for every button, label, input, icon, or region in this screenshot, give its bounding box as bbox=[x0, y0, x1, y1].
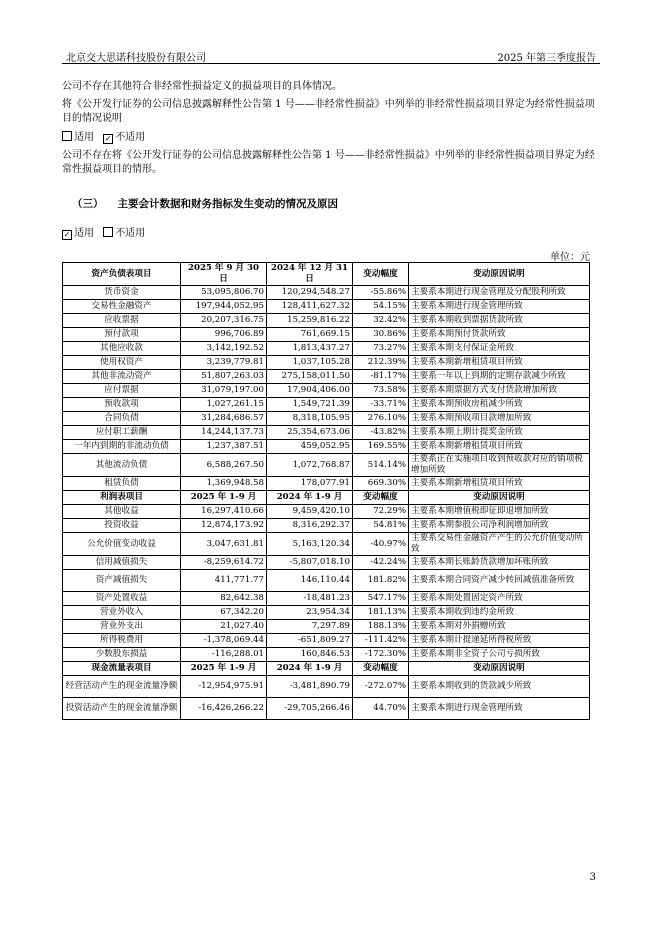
item-name-cell: 货币资金 bbox=[63, 286, 181, 300]
reason-cell: 主要系本期进行现金管理及分配股利所致 bbox=[409, 286, 590, 300]
header-cell: 利润表项目 bbox=[63, 491, 181, 505]
reason-cell: 主要系本期收到违约金所致 bbox=[409, 606, 590, 620]
reason-cell: 主要系本期预收房租减少所致 bbox=[409, 398, 590, 412]
prior-value-cell: 1,037,105.28 bbox=[267, 356, 353, 370]
prior-value-cell: 25,354,673.06 bbox=[267, 426, 353, 440]
reason-cell: 主要系本期新增租赁项目所致 bbox=[409, 477, 590, 491]
intro-paragraph-1: 公司不存在其他符合非经常性损益定义的损益项目的具体情况。 bbox=[62, 81, 342, 92]
financial-changes-table bbox=[62, 262, 590, 720]
change-rate-cell: 547.17% bbox=[353, 592, 409, 606]
header-cell: 2025 年 9 月 30 日 bbox=[181, 263, 267, 286]
table-section-header bbox=[63, 662, 590, 676]
prior-value-cell: 128,411,627.32 bbox=[267, 300, 353, 314]
page-number: 3 bbox=[589, 872, 596, 883]
change-rate-cell: 73.27% bbox=[353, 342, 409, 356]
prior-value-cell: 5,163,120.34 bbox=[267, 533, 353, 556]
current-value-cell: 21,027.40 bbox=[181, 620, 267, 634]
item-name-cell: 营业外支出 bbox=[63, 620, 181, 634]
item-name-cell: 其他流动负债 bbox=[63, 454, 181, 477]
prior-value-cell: 120,294,548.27 bbox=[267, 286, 353, 300]
table-row bbox=[63, 342, 590, 356]
prior-value-cell: -29,705,266.46 bbox=[267, 698, 353, 720]
table-row bbox=[63, 398, 590, 412]
reason-cell: 主要系本期上期计提奖金所致 bbox=[409, 426, 590, 440]
item-name-cell: 少数股东损益 bbox=[63, 648, 181, 662]
item-name-cell: 公允价值变动收益 bbox=[63, 533, 181, 556]
prior-value-cell: 8,318,105.95 bbox=[267, 412, 353, 426]
explanation-paragraph: 公司不存在将《公开发行证券的公司信息披露解释性公告第 1 号——非经常性损益》中列举的非经常性损益项目界定为经常性损益项目的情形。 bbox=[62, 150, 595, 175]
reason-cell: 主要系本期收到的货款减少所致 bbox=[409, 676, 590, 698]
reason-cell: 主要系正在实施项目收到预收款对应的销项税增加所致 bbox=[409, 454, 590, 477]
item-name-cell: 一年内到期的非流动负债 bbox=[63, 440, 181, 454]
intro-paragraph-2: 将《公开发行证券的公司信息披露解释性公告第 1 号——非经常性损益》中列举的非经常性损益项目界定为经常性损益项目的情况说明 bbox=[62, 99, 595, 124]
header-company: 北京交大思诺科技股份有限公司 bbox=[66, 53, 206, 64]
header-cell: 变动原因说明 bbox=[409, 662, 590, 676]
table-row bbox=[63, 314, 590, 328]
item-name-cell: 使用权资产 bbox=[63, 356, 181, 370]
reason-cell: 主要系本期计提递延所得税所致 bbox=[409, 634, 590, 648]
current-value-cell: -12,954,975.91 bbox=[181, 676, 267, 698]
header-cell: 资产负债表项目 bbox=[63, 263, 181, 286]
change-rate-cell: 54.15% bbox=[353, 300, 409, 314]
prior-value-cell: -18,481.23 bbox=[267, 592, 353, 606]
table-row bbox=[63, 592, 590, 606]
change-rate-cell: 212.39% bbox=[353, 356, 409, 370]
change-rate-cell: 514.14% bbox=[353, 454, 409, 477]
current-value-cell: 16,297,410.66 bbox=[181, 505, 267, 519]
reason-cell: 主要系本期进行现金管理所致 bbox=[409, 300, 590, 314]
item-name-cell: 应付票据 bbox=[63, 384, 181, 398]
change-rate-cell: 188.13% bbox=[353, 620, 409, 634]
reason-cell: 主要系本期支付保证金所致 bbox=[409, 342, 590, 356]
change-rate-cell: -81.17% bbox=[353, 370, 409, 384]
table-row bbox=[63, 606, 590, 620]
current-value-cell: 411,771.77 bbox=[181, 570, 267, 592]
header-cell: 变动原因说明 bbox=[409, 491, 590, 505]
header-cell: 2024 年 1-9 月 bbox=[267, 662, 353, 676]
prior-value-cell: -5,807,018.10 bbox=[267, 556, 353, 570]
prior-value-cell: 1,549,721.39 bbox=[267, 398, 353, 412]
change-rate-cell: 181.82% bbox=[353, 570, 409, 592]
prior-value-cell: 8,316,292.37 bbox=[267, 519, 353, 533]
header-cell: 2024 年 1-9 月 bbox=[267, 491, 353, 505]
current-value-cell: 1,237,387.51 bbox=[181, 440, 267, 454]
section-title: 主要会计数据和财务指标发生变动的情况及原因 bbox=[117, 198, 338, 210]
prior-value-cell: 160,846.53 bbox=[267, 648, 353, 662]
change-rate-cell: -111.42% bbox=[353, 634, 409, 648]
reason-cell: 主要系本期进行现金管理所致 bbox=[409, 698, 590, 720]
reason-cell: 主要系本期新增租赁项目所致 bbox=[409, 356, 590, 370]
current-value-cell: 67,342.20 bbox=[181, 606, 267, 620]
reason-cell: 主要系本期参股公司净利润增加所致 bbox=[409, 519, 590, 533]
item-name-cell: 所得税费用 bbox=[63, 634, 181, 648]
header-cell: 现金流量表项目 bbox=[63, 662, 181, 676]
current-value-cell: 996,706.89 bbox=[181, 328, 267, 342]
item-name-cell: 其他收益 bbox=[63, 505, 181, 519]
current-value-cell: 3,239,779.81 bbox=[181, 356, 267, 370]
current-value-cell: -116,288.01 bbox=[181, 648, 267, 662]
table-row bbox=[63, 519, 590, 533]
table-row bbox=[63, 300, 590, 314]
header-cell: 2025 年 1-9 月 bbox=[181, 662, 267, 676]
table-section-header bbox=[63, 263, 590, 286]
table-row bbox=[63, 356, 590, 370]
item-name-cell: 资产处置收益 bbox=[63, 592, 181, 606]
prior-value-cell: 1,072,768.87 bbox=[267, 454, 353, 477]
item-name-cell: 合同负债 bbox=[63, 412, 181, 426]
reason-cell: 主要系本期对外捐赠所致 bbox=[409, 620, 590, 634]
current-value-cell: 1,027,261.15 bbox=[181, 398, 267, 412]
checkbox-applicable-2: ✓ bbox=[63, 230, 71, 239]
change-rate-cell: 669.30% bbox=[353, 477, 409, 491]
checkbox-applicable-2-label: 适用 bbox=[74, 228, 94, 239]
current-value-cell: -8,259,614.72 bbox=[181, 556, 267, 570]
reason-cell: 主要系本期长账龄货款增加坏账所致 bbox=[409, 556, 590, 570]
reason-cell: 主要系本期新增租赁项目所致 bbox=[409, 440, 590, 454]
prior-value-cell: -3,481,890.79 bbox=[267, 676, 353, 698]
current-value-cell: 3,047,631.81 bbox=[181, 533, 267, 556]
item-name-cell: 投资活动产生的现金流量净额 bbox=[63, 698, 181, 720]
current-value-cell: -1,378,069.44 bbox=[181, 634, 267, 648]
reason-cell: 主要系本期收到票据货款所致 bbox=[409, 314, 590, 328]
current-value-cell: 31,284,686.57 bbox=[181, 412, 267, 426]
checkbox-applicable-label: 适用 bbox=[74, 132, 94, 143]
item-name-cell: 预收款项 bbox=[63, 398, 181, 412]
applicability-check-2 bbox=[62, 227, 602, 241]
item-name-cell: 资产减值损失 bbox=[63, 570, 181, 592]
prior-value-cell: 15,259,816.22 bbox=[267, 314, 353, 328]
prior-value-cell: 17,904,406.00 bbox=[267, 384, 353, 398]
prior-value-cell: 275,158,011.50 bbox=[267, 370, 353, 384]
table-row bbox=[63, 477, 590, 491]
change-rate-cell: 276.10% bbox=[353, 412, 409, 426]
item-name-cell: 信用减值损失 bbox=[63, 556, 181, 570]
reason-cell: 主要系本期合同资产减少转回减值准备所致 bbox=[409, 570, 590, 592]
current-value-cell: 6,588,267.50 bbox=[181, 454, 267, 477]
table-row bbox=[63, 556, 590, 570]
change-rate-cell: -55.86% bbox=[353, 286, 409, 300]
prior-value-cell: 761,669.15 bbox=[267, 328, 353, 342]
current-value-cell: 31,079,197.00 bbox=[181, 384, 267, 398]
header-divider bbox=[62, 63, 600, 64]
current-value-cell: 197,944,052.95 bbox=[181, 300, 267, 314]
item-name-cell: 其他非流动资产 bbox=[63, 370, 181, 384]
reason-cell: 主要系一年以上到期的定期存款减少所致 bbox=[409, 370, 590, 384]
current-value-cell: 14,244,137.73 bbox=[181, 426, 267, 440]
change-rate-cell: 72.29% bbox=[353, 505, 409, 519]
table-row bbox=[63, 426, 590, 440]
table-row bbox=[63, 328, 590, 342]
table-row bbox=[63, 505, 590, 519]
change-rate-cell: -42.24% bbox=[353, 556, 409, 570]
change-rate-cell: 169.55% bbox=[353, 440, 409, 454]
header-cell: 变动幅度 bbox=[353, 662, 409, 676]
reason-cell: 主要系交易性金融资产产生的公允价值变动所致 bbox=[409, 533, 590, 556]
table-row bbox=[63, 454, 590, 477]
section-number: （三） bbox=[72, 198, 104, 210]
change-rate-cell: 44.70% bbox=[353, 698, 409, 720]
table-row bbox=[63, 286, 590, 300]
change-rate-cell: 54.81% bbox=[353, 519, 409, 533]
table-row bbox=[63, 698, 590, 720]
reason-cell: 主要系本期增值税即征即退增加所致 bbox=[409, 505, 590, 519]
table-section-header bbox=[63, 491, 590, 505]
item-name-cell: 交易性金融资产 bbox=[63, 300, 181, 314]
table-row bbox=[63, 384, 590, 398]
current-value-cell: 51,807,263.03 bbox=[181, 370, 267, 384]
reason-cell: 主要系本期非全资子公司亏损所致 bbox=[409, 648, 590, 662]
header-cell: 2025 年 1-9 月 bbox=[181, 491, 267, 505]
checkbox-not-applicable-2 bbox=[103, 227, 113, 237]
header-report-title: 2025 年第三季度报告 bbox=[497, 53, 596, 64]
table-row bbox=[63, 620, 590, 634]
prior-value-cell: 7,297.89 bbox=[267, 620, 353, 634]
current-value-cell: 20,207,316.75 bbox=[181, 314, 267, 328]
item-name-cell: 其他应收款 bbox=[63, 342, 181, 356]
item-name-cell: 租赁负债 bbox=[63, 477, 181, 491]
change-rate-cell: -40.97% bbox=[353, 533, 409, 556]
reason-cell: 主要系本期预收项目款增加所致 bbox=[409, 412, 590, 426]
item-name-cell: 预付款项 bbox=[63, 328, 181, 342]
change-rate-cell: -33.71% bbox=[353, 398, 409, 412]
table-row bbox=[63, 676, 590, 698]
change-rate-cell: -172.30% bbox=[353, 648, 409, 662]
prior-value-cell: 9,459,420.10 bbox=[267, 505, 353, 519]
reason-cell: 主要系本期预付货款所致 bbox=[409, 328, 590, 342]
prior-value-cell: 178,077.91 bbox=[267, 477, 353, 491]
change-rate-cell: 32.42% bbox=[353, 314, 409, 328]
checkbox-not-applicable-2-label: 不适用 bbox=[115, 228, 146, 239]
current-value-cell: 3,142,192.52 bbox=[181, 342, 267, 356]
current-value-cell: 82,642.38 bbox=[181, 592, 267, 606]
current-value-cell: 1,369,948.58 bbox=[181, 477, 267, 491]
prior-value-cell: 23,954.34 bbox=[267, 606, 353, 620]
prior-value-cell: -651,809.27 bbox=[267, 634, 353, 648]
checkbox-applicable bbox=[62, 131, 72, 141]
table-row bbox=[63, 634, 590, 648]
change-rate-cell: 30.86% bbox=[353, 328, 409, 342]
table-row bbox=[63, 440, 590, 454]
change-rate-cell: 181.13% bbox=[353, 606, 409, 620]
reason-cell: 主要系本期票据方式支付货款增加所致 bbox=[409, 384, 590, 398]
reason-cell: 主要系本期处置固定资产所致 bbox=[409, 592, 590, 606]
change-rate-cell: -272.07% bbox=[353, 676, 409, 698]
table-row bbox=[63, 570, 590, 592]
change-rate-cell: -43.82% bbox=[353, 426, 409, 440]
table-row bbox=[63, 533, 590, 556]
table-row bbox=[63, 648, 590, 662]
change-rate-cell: 73.58% bbox=[353, 384, 409, 398]
header-cell: 变动幅度 bbox=[353, 263, 409, 286]
header-cell: 变动幅度 bbox=[353, 491, 409, 505]
section-heading bbox=[72, 196, 338, 211]
prior-value-cell: 459,052.95 bbox=[267, 440, 353, 454]
current-value-cell: -16,426,266.22 bbox=[181, 698, 267, 720]
header-cell: 2024 年 12 月 31 日 bbox=[267, 263, 353, 286]
prior-value-cell: 146,110.44 bbox=[267, 570, 353, 592]
applicability-check-1 bbox=[62, 131, 602, 145]
item-name-cell: 投资收益 bbox=[63, 519, 181, 533]
header-cell: 变动原因说明 bbox=[409, 263, 590, 286]
checkbox-not-applicable: ✓ bbox=[104, 134, 112, 143]
table-row bbox=[63, 370, 590, 384]
current-value-cell: 12,874,173.92 bbox=[181, 519, 267, 533]
checkbox-not-applicable-label: 不适用 bbox=[115, 132, 146, 143]
item-name-cell: 营业外收入 bbox=[63, 606, 181, 620]
item-name-cell: 应付职工薪酬 bbox=[63, 426, 181, 440]
unit-label: 单位：元 bbox=[550, 252, 590, 263]
table-row bbox=[63, 412, 590, 426]
item-name-cell: 应收票据 bbox=[63, 314, 181, 328]
item-name-cell: 经营活动产生的现金流量净额 bbox=[63, 676, 181, 698]
prior-value-cell: 1,813,437.27 bbox=[267, 342, 353, 356]
current-value-cell: 53,095,806.70 bbox=[181, 286, 267, 300]
